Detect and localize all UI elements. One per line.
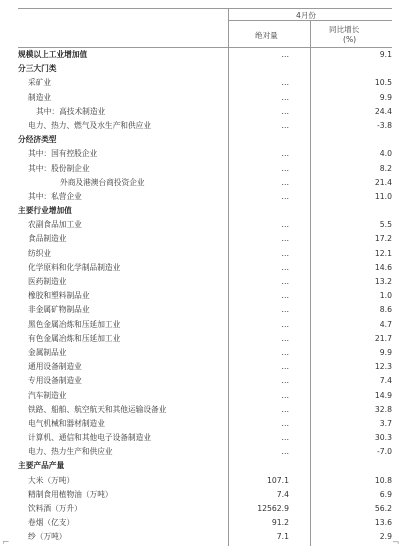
row-yoy-growth: -3.8: [377, 120, 392, 130]
row-label: 化学原料和化学制品制造业: [28, 262, 121, 272]
table-row: [18, 318, 392, 332]
row-yoy-growth: 8.2: [379, 163, 392, 173]
table-row: [18, 162, 392, 176]
row-absolute-value: 107.1: [266, 475, 289, 485]
table-row: [18, 105, 392, 119]
row-label: 其中：私营企业: [28, 191, 82, 201]
row-absolute-value: …: [281, 220, 289, 230]
row-yoy-growth: 14.9: [374, 390, 392, 400]
row-label: 专用设备制造业: [28, 376, 82, 386]
table-row: [18, 332, 392, 346]
section-header-row: [18, 204, 392, 218]
row-yoy-growth: 10.8: [374, 475, 392, 485]
table-row: [18, 147, 392, 161]
row-yoy-growth: 8.6: [379, 305, 392, 315]
row-label: 有色金属冶炼和压延加工业: [28, 333, 121, 343]
table-row: [18, 431, 392, 445]
row-absolute-value: …: [281, 333, 289, 343]
row-label: 采矿业: [28, 78, 52, 88]
row-yoy-growth: 30.3: [374, 433, 392, 443]
row-absolute-value: …: [281, 433, 289, 443]
row-label: 大米（万吨）: [28, 475, 75, 485]
row-absolute-value: …: [281, 390, 289, 400]
table-row: [18, 232, 392, 246]
header-yoy: 同比增长: [329, 25, 360, 34]
row-label: 电力、热力生产和供应业: [28, 447, 113, 457]
row-absolute-value: …: [281, 149, 289, 159]
table-row: [18, 275, 392, 289]
row-label: 其中：国有控股企业: [28, 149, 98, 159]
crop-mark-right: ¬: [392, 538, 400, 548]
row-yoy-growth: 1.0: [379, 291, 392, 301]
header-yoy-unit: (%): [343, 35, 357, 44]
row-yoy-growth: 32.8: [374, 404, 392, 414]
row-yoy-growth: 6.9: [379, 489, 392, 499]
row-absolute-value: …: [281, 50, 289, 59]
row-yoy-growth: 4.0: [379, 149, 392, 159]
row-absolute-value: 7.4: [276, 489, 289, 499]
table-row: [18, 261, 392, 275]
table-row: [18, 474, 392, 488]
row-yoy-growth: 9.1: [379, 50, 392, 59]
table-row: [18, 403, 392, 417]
crop-mark-left: ⌐: [2, 538, 10, 548]
row-absolute-value: …: [281, 362, 289, 372]
row-label: 卷烟（亿支）: [28, 518, 75, 528]
row-yoy-growth: 11.0: [374, 191, 392, 201]
row-yoy-growth: 9.9: [379, 347, 392, 357]
row-label: 饮料酒（万升）: [28, 504, 82, 513]
row-yoy-growth: 10.5: [374, 78, 392, 88]
row-label: 外商及港澳台商投资企业: [60, 177, 145, 187]
table-row: [18, 502, 392, 516]
row-label: 纱（万吨）: [28, 532, 67, 542]
row-label: 精制食用植物油（万吨）: [28, 489, 113, 499]
row-absolute-value: …: [281, 248, 289, 258]
row-label: 金属制品业: [28, 347, 67, 357]
table-row: [18, 346, 392, 360]
row-yoy-growth: 21.7: [374, 333, 392, 343]
row-yoy-growth: 17.2: [374, 234, 392, 244]
row-label: 计算机、通信和其他电子设备制造业: [28, 433, 152, 443]
table-row: [18, 374, 392, 388]
table-row: [18, 488, 392, 502]
row-label: 其中：股份制企业: [28, 163, 90, 173]
row-absolute-value: …: [281, 92, 289, 102]
row-absolute-value: 91.2: [271, 518, 289, 528]
row-absolute-value: …: [281, 177, 289, 187]
table-row: [18, 91, 392, 105]
row-label: 其中：高技术制造业: [36, 106, 106, 116]
row-yoy-growth: 12.1: [374, 248, 392, 258]
table-row: [18, 417, 392, 431]
row-label: 电力、热力、燃气及水生产和供应业: [28, 120, 152, 130]
table-row: [18, 303, 392, 317]
row-label: 铁路、船舶、航空航天和其他运输设备业: [28, 404, 167, 414]
row-absolute-value: …: [281, 163, 289, 173]
row-label: 黑色金属冶炼和压延加工业: [28, 319, 121, 329]
row-absolute-value: …: [281, 376, 289, 386]
row-label: 分经济类型: [18, 135, 57, 145]
table-row: [18, 289, 392, 303]
row-label: 分三大门类: [18, 64, 57, 74]
row-absolute-value: 12562.9: [257, 504, 289, 513]
row-absolute-value: …: [281, 277, 289, 286]
row-yoy-growth: 13.6: [374, 518, 392, 528]
row-absolute-value: …: [281, 319, 289, 329]
section-header-row: [18, 48, 392, 62]
row-yoy-growth: 3.7: [379, 418, 392, 428]
table-top-rule: [18, 8, 392, 9]
row-label: 医药制造业: [28, 277, 67, 286]
row-absolute-value: …: [281, 234, 289, 244]
row-yoy-growth: 12.3: [374, 362, 392, 372]
row-label: 橡胶和塑料制品业: [28, 291, 90, 301]
table-row: [18, 389, 392, 403]
row-label: 通用设备制造业: [28, 362, 82, 372]
row-yoy-growth: 13.2: [374, 277, 392, 286]
section-header-row: [18, 459, 392, 473]
row-label: 电气机械和器材制造业: [28, 418, 105, 428]
table-row: [18, 530, 392, 544]
row-yoy-growth: 56.2: [374, 504, 392, 513]
row-absolute-value: …: [281, 78, 289, 88]
header-absolute: 绝对量: [255, 31, 278, 40]
row-label: 规模以上工业增加值: [18, 50, 88, 59]
row-absolute-value: …: [281, 262, 289, 272]
header-period: 4月份: [296, 11, 317, 20]
table-row: [18, 76, 392, 90]
table-row: [18, 218, 392, 232]
data-table: [18, 48, 392, 545]
row-absolute-value: …: [281, 447, 289, 457]
table-row: [18, 445, 392, 459]
row-label: 非金属矿物制品业: [28, 305, 90, 315]
row-label: 主要产品产量: [18, 461, 65, 471]
row-yoy-growth: 24.4: [374, 106, 392, 116]
table-row: [18, 516, 392, 530]
row-yoy-growth: 5.5: [379, 220, 392, 230]
row-yoy-growth: -7.0: [377, 447, 392, 457]
section-header-row: [18, 62, 392, 76]
row-label: 食品制造业: [28, 234, 67, 244]
row-absolute-value: …: [281, 347, 289, 357]
row-absolute-value: …: [281, 191, 289, 201]
row-yoy-growth: 2.9: [379, 532, 392, 542]
table-row: [18, 360, 392, 374]
row-label: 纺织业: [28, 248, 52, 258]
table-row: [18, 119, 392, 133]
table-row: [18, 247, 392, 261]
table-row: [18, 190, 392, 204]
row-label: 制造业: [28, 92, 52, 102]
section-header-row: [18, 133, 392, 147]
table-row: [18, 176, 392, 190]
row-label: 农副食品加工业: [28, 220, 82, 230]
row-absolute-value: …: [281, 404, 289, 414]
row-yoy-growth: 21.4: [374, 177, 392, 187]
row-yoy-growth: 14.6: [374, 262, 392, 272]
row-label: 汽车制造业: [28, 390, 67, 400]
row-absolute-value: …: [281, 291, 289, 301]
row-absolute-value: …: [281, 120, 289, 130]
row-absolute-value: …: [281, 106, 289, 116]
row-absolute-value: 7.1: [276, 532, 289, 542]
row-yoy-growth: 7.4: [379, 376, 392, 386]
row-yoy-growth: 4.7: [379, 319, 392, 329]
row-absolute-value: …: [281, 305, 289, 315]
row-label: 主要行业增加值: [18, 206, 72, 216]
row-absolute-value: …: [281, 418, 289, 428]
row-yoy-growth: 9.9: [379, 92, 392, 102]
